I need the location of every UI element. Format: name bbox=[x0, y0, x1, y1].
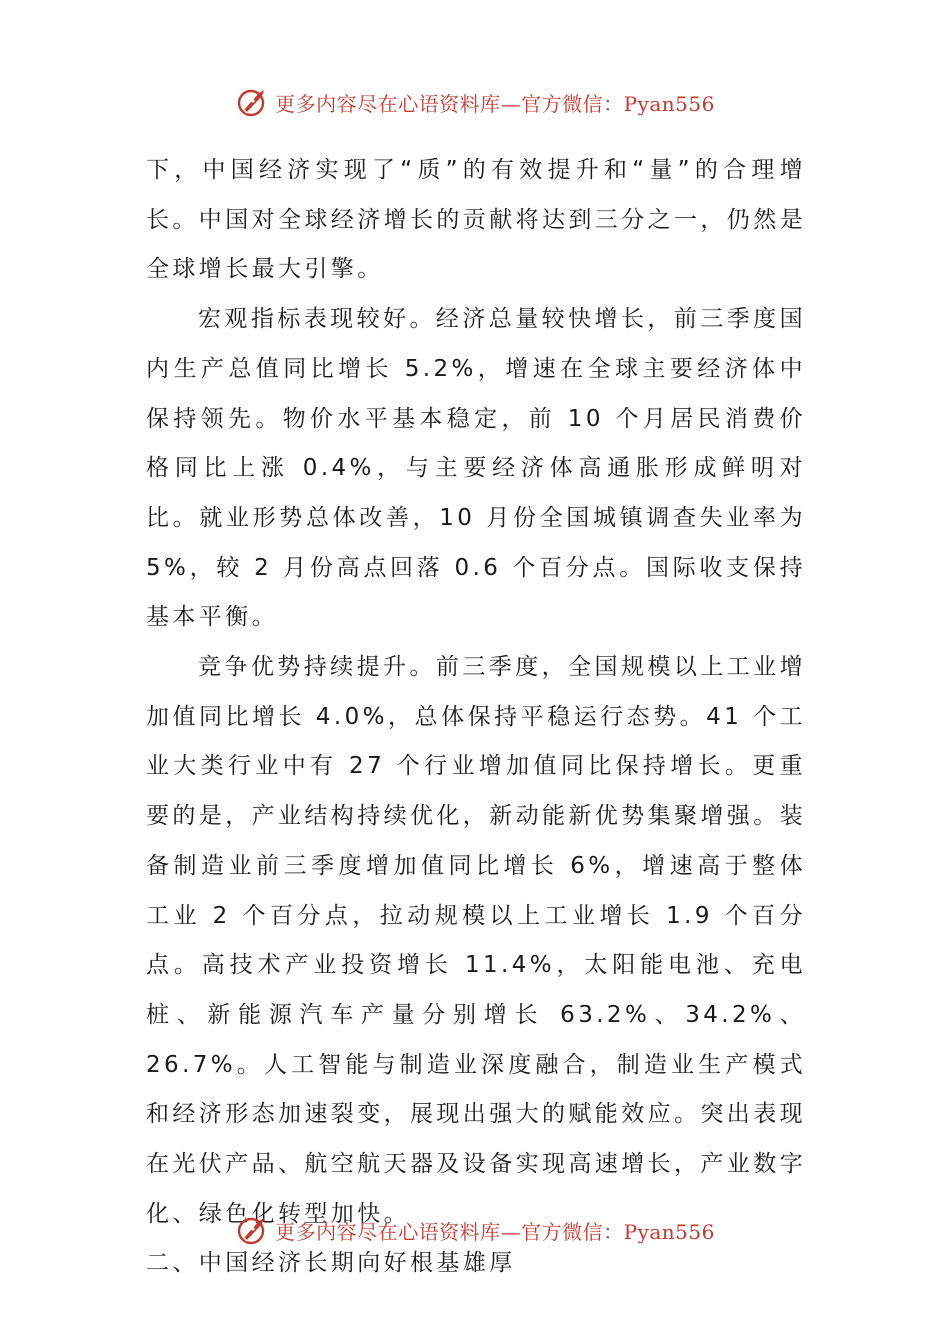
header-banner bbox=[0, 82, 950, 122]
footer-banner bbox=[0, 1210, 950, 1250]
header-banner-text: 更多内容尽在心语资料库—官方微信：Pyan556 bbox=[275, 91, 715, 116]
section-heading: 二、中国经济长期向好根基雄厚 bbox=[146, 1250, 516, 1277]
pen-logo-icon bbox=[235, 1213, 269, 1247]
paragraph-competitive-advantage: 竞争优势持续提升。前三季度，全国规模以上工业增加值同比增长 4.0%，总体保持平稳运行态势。41 个工业大类行业中有 27 个行业增加值同比保持增长。更重要的是，产业结构持续优化，新动能新优势集聚增强。装备制造业前三季度增加值同比增长 6%，增速高于整体工业 2 个百分点，拉动规模以上工业增长 1.9 个百分点。高技术产业投资增长 11.4%，太阳能电池、充电桩、新能源汽车产量分别增长 63.2%、34.2%、26.7%。人工智能与制造业深度融合，制造业生产模式和经济形态加速裂变，展现出强大的赋能效应。突出表现在光伏产品、航空航天器及设备实现高速增长，产业数字化、绿色化转型加快。 bbox=[146, 654, 806, 1227]
paragraph-continuation: 下，中国经济实现了“质”的有效提升和“量”的合理增长。中国对全球经济增长的贡献将达到三分之一，仍然是全球增长最大引擎。 bbox=[146, 157, 806, 283]
document-body bbox=[146, 146, 806, 1289]
paragraph-macro-indicators: 宏观指标表现较好。经济总量较快增长，前三季度国内生产总值同比增长 5.2%，增速在全球主要经济体中保持领先。物价水平基本稳定，前 10 个月居民消费价格同比上涨 0.4%，与主要经济体高通胀形成鲜明对比。就业形势总体改善，10 月份全国城镇调查失业率为 5%，较 2 月份高点回落 0.6 个百分点。国际收支保持基本平衡。 bbox=[146, 306, 806, 631]
pen-logo-icon bbox=[235, 85, 269, 119]
footer-banner-text: 更多内容尽在心语资料库—官方微信：Pyan556 bbox=[275, 1219, 715, 1244]
